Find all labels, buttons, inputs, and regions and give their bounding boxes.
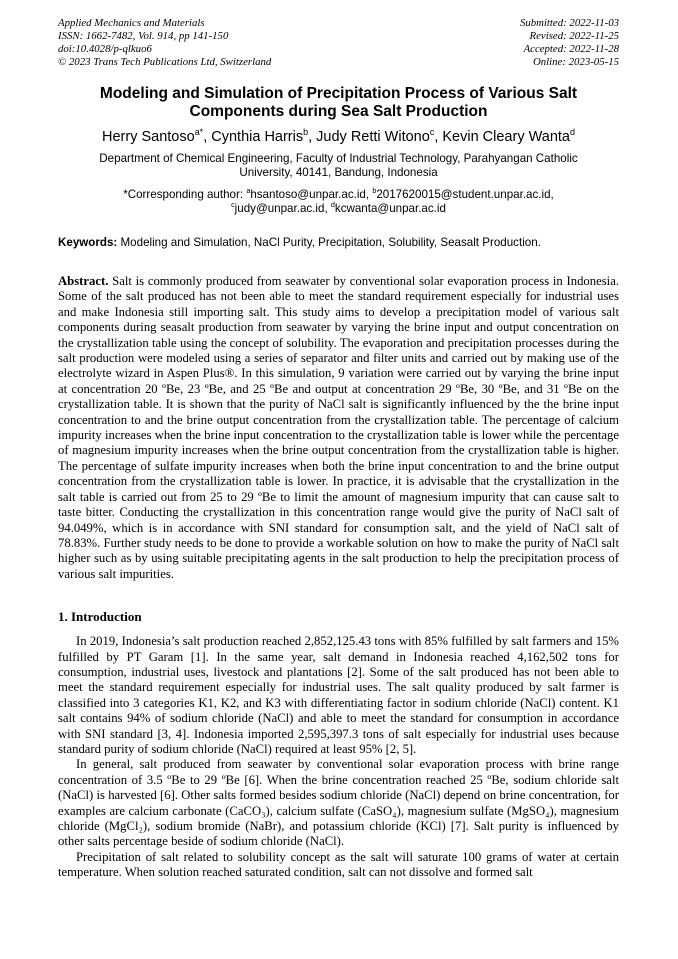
date-accepted: Accepted: 2022-11-28 [523, 43, 619, 55]
author-superscript: d [569, 127, 575, 138]
email-superscript: d [330, 199, 335, 209]
email-superscript: a [246, 186, 251, 196]
article-dates [520, 17, 619, 69]
email-address: judy@unpar.ac.id [234, 201, 325, 215]
email-superscript: b [372, 186, 377, 196]
email-separator: , [324, 201, 331, 215]
intro-paragraph-1: In 2019, Indonesia’s salt production reached 2,852,125.43 tons with 85% fulfilled by salt farmers and 15% fulfilled by PT Garam [1]. In the same year, salt demand in Indonesia reached 4,162,502 tons for consumption, industrial uses, livestock and plantations [2]. Some of the salt produced has not been able to meet the standard requirement especially for industrial uses. The salt quality produced by salt farmer is classified into 3 categories K1, K2, and K3 with differentiating factor in sodium chloride (NaCl) content. K1 salt contains 94% of sodium chloride (NaCl) and able to meet the standard for consumption in accordance with SNI standard [3, 4]. Indonesia imported 2,595,397.3 tons of salt especially for industrial uses because standard purity of sodium chloride (NaCl) required at least 95% [2, 5]. [58, 634, 619, 756]
corresponding-prefix: *Corresponding author: [123, 188, 247, 201]
author-separator: , [308, 129, 317, 145]
email-separator: , [550, 188, 554, 201]
author-separator: , [203, 129, 212, 145]
corresponding-author-line [58, 188, 619, 215]
author-name: Kevin Cleary Wanta [442, 129, 570, 145]
journal-issn-volume: ISSN: 1662-7482, Vol. 914, pp 141-150 [58, 30, 229, 42]
abstract-paragraph [58, 274, 619, 582]
author-separator: , [434, 129, 443, 145]
journal-info [58, 17, 271, 69]
date-revised: Revised: 2022-11-25 [529, 30, 619, 42]
author-line [58, 128, 619, 146]
paper-title: Modeling and Simulation of Precipitation Process of Various Salt Components during Sea Salt Production [99, 85, 578, 120]
keywords-line [58, 236, 619, 250]
author-name: Cynthia Harris [211, 129, 304, 145]
date-submitted: Submitted: 2022-11-03 [519, 17, 619, 29]
affiliation: Department of Chemical Engineering, Faculty of Industrial Technology, Parahyangan Catholic University, 40141, Bandung, Indonesia [99, 152, 578, 179]
intro-paragraph-2: In general, salt produced from seawater by conventional solar evaporation process with brine range concentration of 3.5 ºBe to 29 ºBe [6]. When the brine concentration reached 25 ºBe, sodium chloride salt (NaCl) is harvested [6]. Other salts formed besides sodium chloride (NaCl) depend on brine concentration, for examples are calcium carbonate (CaCO₃), calcium sulfate (CaSO₄), magnesium sulfate (MgSO₄), magnesium chloride (MgCl₂), sodium bromide (NaBr), and potassium chloride (KCl) [7]. Salt purity is influenced by other salts percentage beside of sodium chloride (NaCl). [58, 757, 619, 849]
author-superscript: b [303, 127, 309, 138]
author-name: Judy Retti Witono [316, 129, 430, 145]
abstract-text: Salt is commonly produced from seawater by conventional solar evaporation process in Indonesia. Some of the salt produced has not been able to meet the standard requirement especially for industrial uses and make Indonesia still importing salt. This study aims to develop a precipitation model of various salt components during seasalt production from seawater by varying the brine input and output concentration on the crystallization table using the concept of solubility. The evaporation and precipitation processes during the salt production were modeled using a series of separator and filter units and carried out by making use of the electrolyte wizard in Aspen Plus®. In this simulation, 9 variation were carried out by varying the brine input at concentration 20 ºBe, 23 ºBe, and 25 ºBe and output at concentration 29 ºBe, 30 ºBe, and 31 ºBe on the crystallization table. It is shown that the purity of NaCl salt is significantly influenced by the the brine input concentration to and the brine output concentration from the crystallization table. The percentage of calcium impurity increases when the brine input concentration to the crystallization table is lower while the percentage of magnesium impurity increases when the brine output concentration from the crystallization table is higher. The percentage of sulfate impurity increases when both the brine input concentration to and the brine output concentration from the crystallization table is lower. In practice, it is advisable that the crystallization in the salt table is carried out from 25 to 29 ºBe to limit the amount of magnesium impurity that can cause salt to taste bitter. Conducting the crystallization in this concentration range would give the purity of NaCl salt of 94.049%, which is in accordance with SNI standard for consumption salt, and the yield of NaCl salt of 78.83%. Further study needs to be done to provide a workable solution on how to make the purity of NaCl salt higher such as by using suitable precipitating agents in the salt production to help the precipitation process of various salt impurities. [58, 274, 619, 581]
keywords-text: Modeling and Simulation, NaCl Purity, Precipitation, Solubility, Seasalt Production. [120, 236, 541, 249]
journal-copyright: © 2023 Trans Tech Publications Ltd, Switzerland [58, 56, 272, 68]
keywords-label: Keywords: [58, 236, 118, 249]
journal-name: Applied Mechanics and Materials [58, 17, 205, 29]
abstract-label: Abstract. [58, 274, 109, 288]
author-name: Herry Santoso [102, 129, 195, 145]
section-heading-introduction: 1. Introduction [58, 609, 142, 625]
journal-header [58, 17, 619, 69]
email-address: hsantoso@unpar.ac.id [250, 188, 366, 201]
email-address: 2017620015@student.unpar.ac.id [376, 188, 551, 201]
intro-paragraph-3: Precipitation of salt related to solubility concept as the salt will saturate 100 grams of water at certain temperature. When solution reached saturated condition, salt can not dissolve and formed salt [58, 849, 619, 880]
email-separator: , [365, 188, 373, 201]
email-superscript: c [231, 199, 235, 209]
date-online: Online: 2023-05-15 [532, 56, 619, 68]
author-superscript: c [429, 127, 435, 138]
journal-doi: doi:10.4028/p-qlkuo6 [58, 43, 152, 55]
email-address: kcwanta@unpar.ac.id [334, 201, 446, 215]
author-superscript: a* [194, 127, 204, 138]
